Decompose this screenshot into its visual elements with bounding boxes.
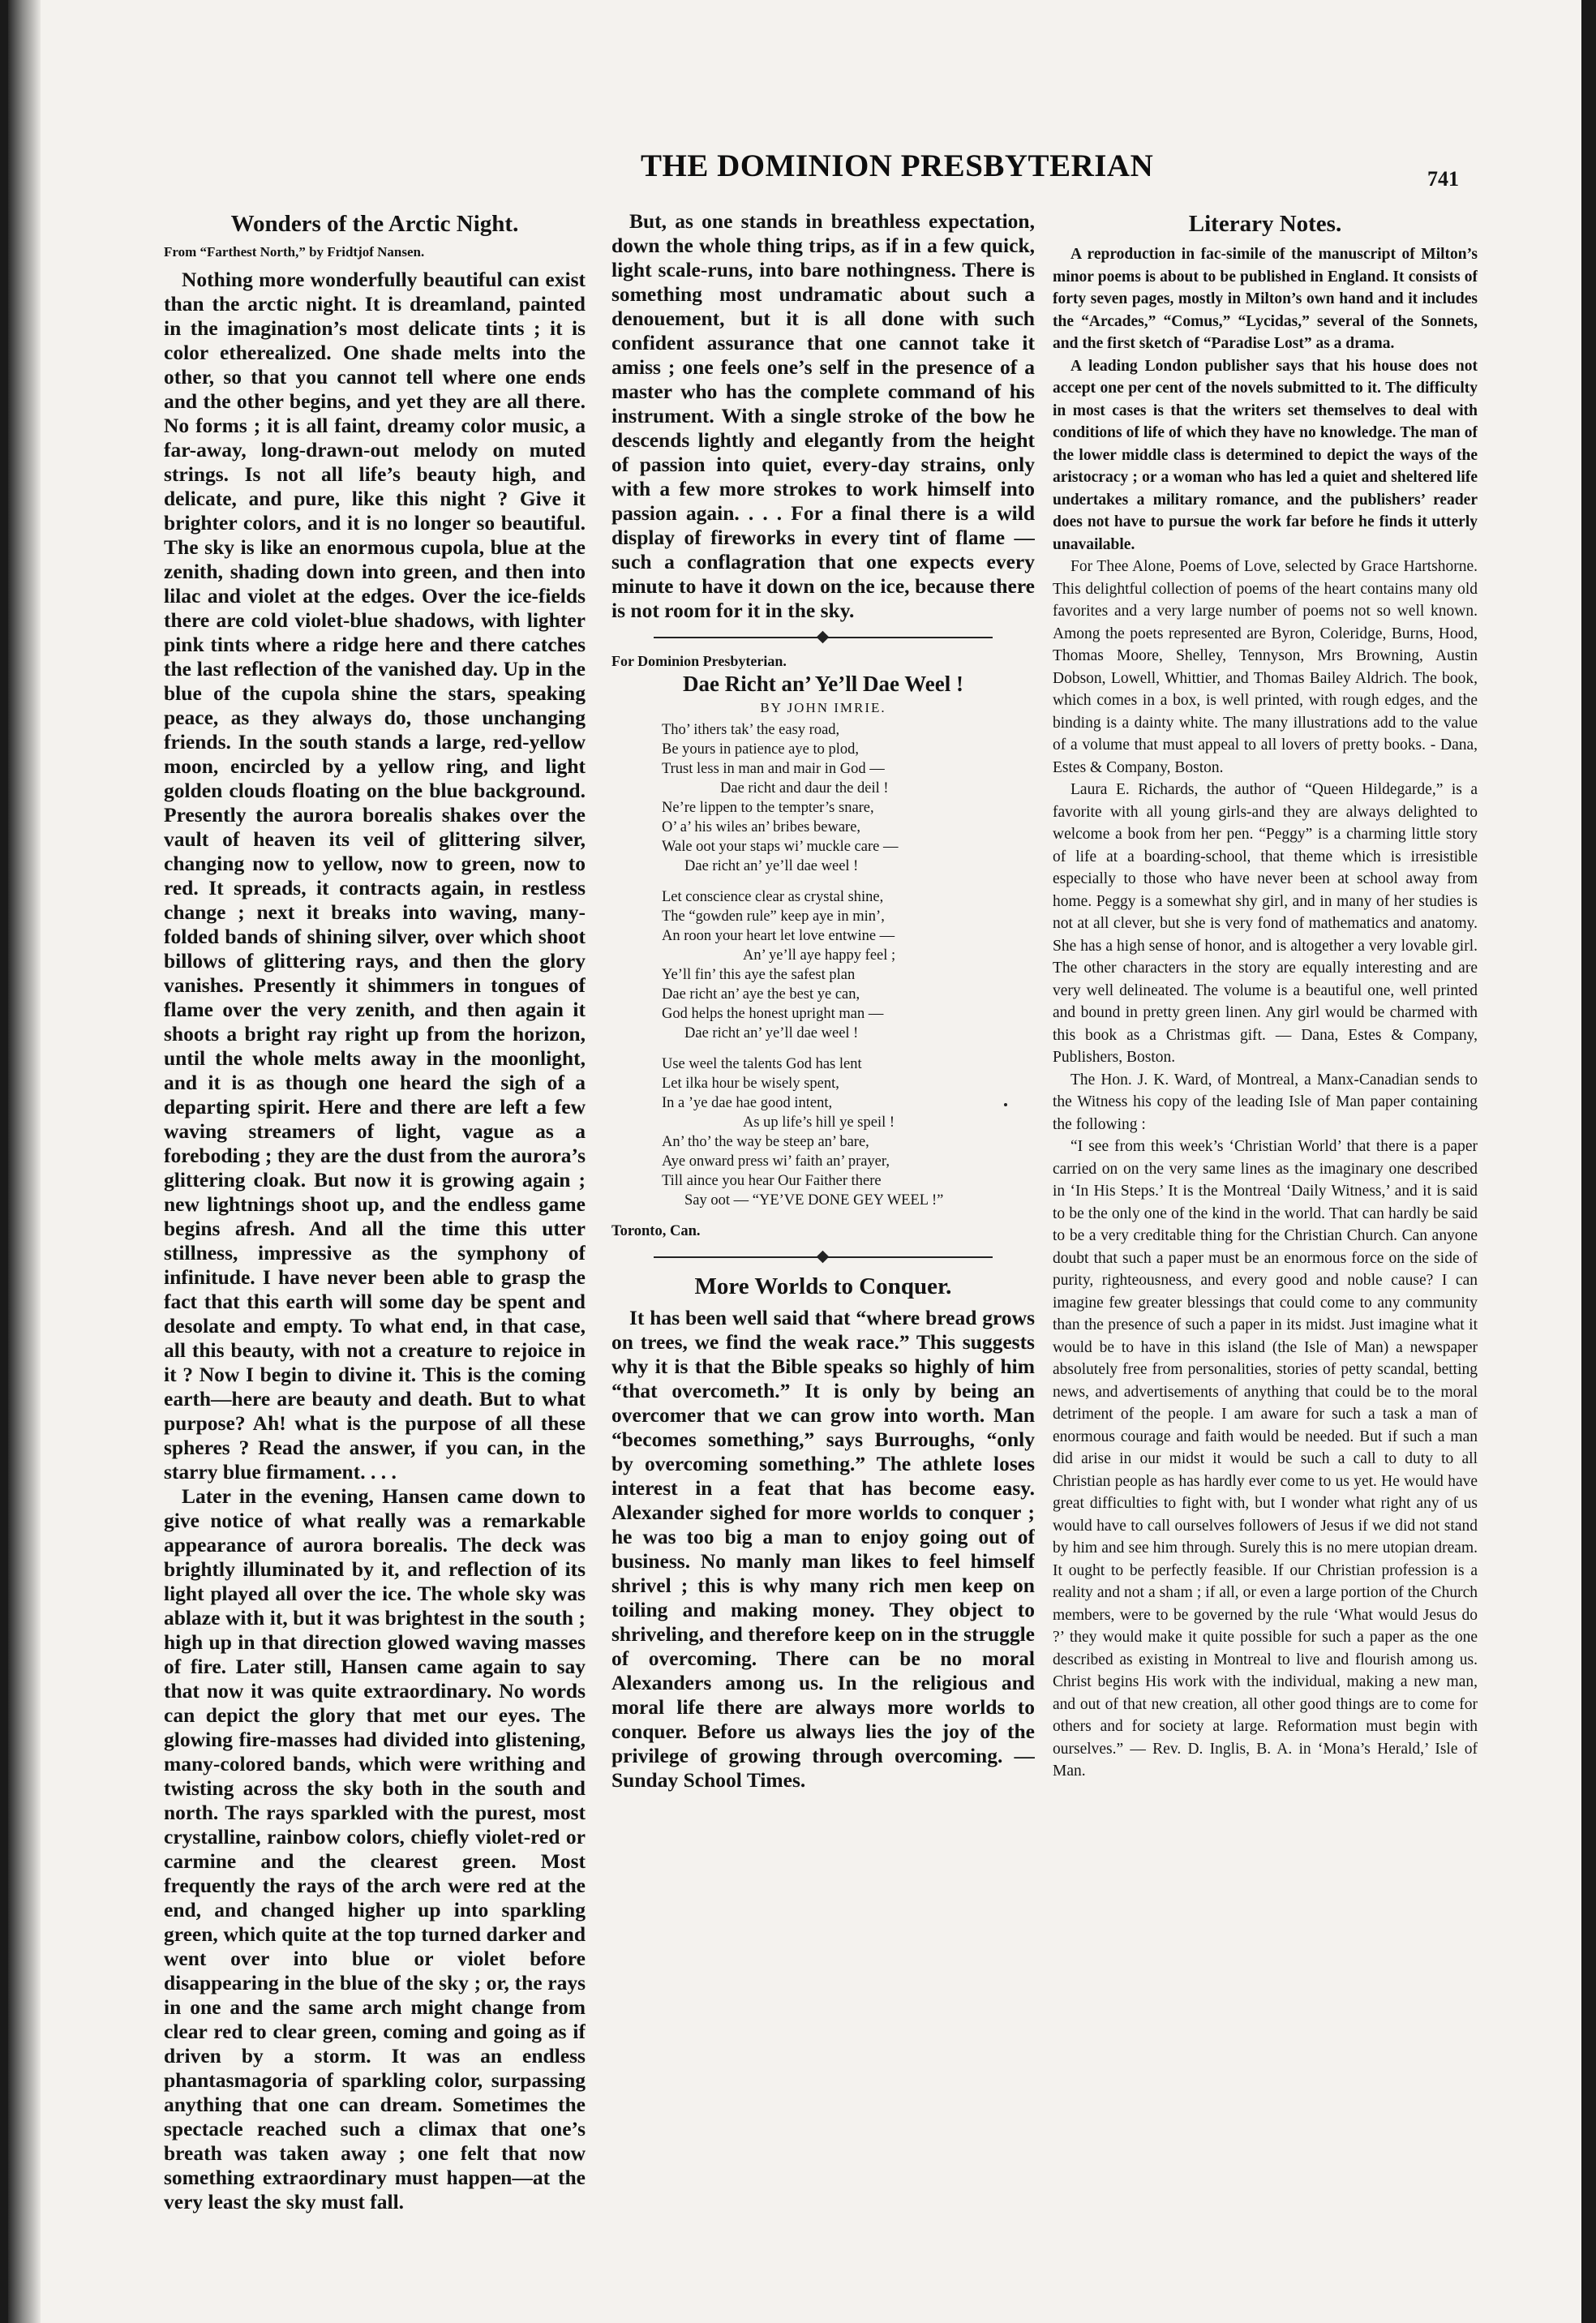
poem-dedication: For Dominion Presbyterian. xyxy=(611,653,787,669)
poem-stanza xyxy=(611,1054,1035,1210)
poem-line: Use weel the talents God has lent xyxy=(662,1056,862,1072)
poem-line: Be yours in patience aye to plod, xyxy=(662,741,860,758)
literary-paragraph-4: Laura E. Richards, the author of “Queen Hildegarde,” is a favorite with all young girls-and they are always delighted to welcome a book from her pen. “Peggy” is a charming little story of life at a boarding-school, that theme which is irresistible especially to those who have never been at school away from home. Peggy is a somewhat shy girl, and in many of her studies is not at all clever, but she is very fond of mathematics and anatomy. She has a high sense of honor, and is altogether a very lovable girl. The other characters in the story are equally interesting and are very well delineated. The volume is a beautiful one, well printed and bound in pretty green linen. Any girl would be charmed with this book as a Christmas gift. — Dana, Estes & Company, Publishers, Boston. xyxy=(1053,781,1478,1066)
poem-line: Dae richt an’ ye’ll dae weel ! xyxy=(684,1025,859,1041)
poem-line: Dae richt and daur the deil ! xyxy=(720,780,889,797)
masthead: THE DOMINION PRESBYTERIAN xyxy=(641,148,1154,183)
literary-notes-body xyxy=(1053,243,1478,1783)
literary-paragraph-5: The Hon. J. K. Ward, of Montreal, a Manx-Canadian sends to the Witness his copy of the leading Isle of Man paper containing the following : xyxy=(1053,1071,1478,1133)
poem-line: Say oot — “YE’VE DONE GEY WEEL !” xyxy=(684,1192,944,1209)
arctic-paragraph-2: Later in the evening, Hansen came down to give notice of what really was a remarkable appearance of aurora borealis. The deck was brightly illuminated by it, and reflection of its light played all over the ice. The whole sky was ablaze with it, but it was brightest in the south ; high up in that direction glowed waving masses of fire. Later still, Hansen came again to say that now it was quite extraordinary. No words can depict the glory that met our eyes. The glowing fire-masses had divided into glistening, many-colored bands, which were writhing and twisting across the sky both in the south and north. The rays sparkled with the purest, most crystalline, rainbow colors, chiefly violet-red or carmine and the clearest green. Most frequently the rays of the arch were red at the end, and changed higher up into sparkling green, which quite at the top turned darker and went over into blue or violet before disappearing in the blue of the sky ; or, the rays in one and the same arch might change from clear red to clear green, coming and going as if driven by a storm. It was an endless phantasmagoria of sparkling color, surpassing anything that one can dream. Sometimes the spectacle reached such a climax that one’s breath was taken away ; one felt that now something extraordinary must happen—at the very least the sky must fall. xyxy=(164,1484,586,2214)
poem-line: An’ tho’ the way be steep an’ bare, xyxy=(662,1134,869,1150)
poem-line: Dae richt an’ aye the best ye can, xyxy=(662,986,860,1003)
poem-stanza xyxy=(611,887,1035,1043)
literary-paragraph-1: A reproduction in fac-simile of the manuscript of Milton’s minor poems is about to be published in England. It consists of forty seven pages, mostly in Milton’s own hand and it includes the “Arcades,” “Comus,” “Lycidas,” several of the Sonnets, and the first sketch of “Paradise Lost” as a drama. xyxy=(1053,246,1478,352)
poem-line: O’ a’ his wiles an’ bribes beware, xyxy=(662,819,861,835)
page-number: 741 xyxy=(1427,167,1459,191)
poem-line: An roon your heart let love entwine — xyxy=(662,928,895,944)
poem-line: Till aince you hear Our Faither there xyxy=(662,1173,882,1189)
section-divider xyxy=(611,629,1035,646)
literary-paragraph-6: “I see from this week’s ‘Christian World’ that there is a paper carried on on the very same lines as the imaginary one described in ‘In His Steps.’ It is the Montreal ‘Daily Witness,’ and it is said to be the only one of the kind in the world. That can hardly be said to be a very creditable thing for the Christian Church. Can anyone doubt that such a paper must be an enormous force on the side of purity, righteousness, and every good and noble cause? I can imagine few greater blessings that could come to any community than the presence of such a paper in its midst. Just imagine what it would be to have in this island (the Isle of Man) a newspaper absolutely free from personalities, stories of petty scandal, betting news, and advertisements of anything that could be to the moral detriment of the people. I am aware for such a task a man of enormous courage and faith would be needed. But if such a man did arise in our midst it would be such a call to duty to all Christian people as has hardly ever come to us yet. He would have great difficulties to fight with, but I wonder what right any of us would have to call ourselves followers of Jesus if we did not stand by him and see him through. Surely this is no mere utopian dream. It ought to be perfectly feasible. If our Christian profession is a reality and not a sham ; if all, or even a large portion of the Church members, were to be governed by the rule ‘What would Jesus do ?’ they would make it quite possible for such a paper as the one described as existing in Montreal to live and flourish among us. Christ begins His work with the individual, making a new man, and out of that new creation, all other good things are to come for others and for society at large. Reformation must begin with ourselves.” — Rev. D. Inglis, B. A. in ‘Mona’s Herald,’ Isle of Man. xyxy=(1053,1138,1478,1780)
worlds-article-title: More Worlds to Conquer. xyxy=(694,1273,952,1299)
poem-stanza xyxy=(611,720,1035,876)
poem-line: Tho’ ithers tak’ the easy road, xyxy=(662,722,840,738)
poem-title: Dae Richt an’ Ye’ll Dae Weel ! xyxy=(683,672,963,696)
arctic-article-byline: From “Farthest North,” by Fridtjof Nansen. xyxy=(164,244,425,260)
column-right xyxy=(1053,209,1478,1783)
arctic-article-body xyxy=(164,268,586,2214)
poem-place: Toronto, Can. xyxy=(611,1223,701,1239)
divider-diamond-icon xyxy=(817,631,830,644)
poem-line: Ne’re lippen to the tempter’s snare, xyxy=(662,800,874,816)
poem-line: Trust less in man and mair in God — xyxy=(662,761,885,777)
poem-stanzas xyxy=(611,720,1035,1210)
arctic-paragraph-1: Nothing more wonderfully beautiful can exist than the arctic night. It is dreamland, painted in the imagination’s most delicate tints ; it is color etherealized. One shade melts into the other, so that you cannot tell where one ends and the other begins, and yet they are all there. No forms ; it is all faint, dreamy color music, a far-away, long-drawn-out melody on muted strings. Is not all life’s beauty high, and delicate, and pure, like this night ? Give it brighter colors, and it is no longer so beautiful. The sky is like an enormous cupola, blue at the zenith, shading down into green, and then into lilac and violet at the edges. Over the ice-fields there are cold violet-blue shadows, with lighter pink tints where a ridge here and there catches the last reflection of the vanished day. Up in the blue of the cupola shine the stars, speaking peace, as they always do, those unchanging friends. In the south stands a large, red-yellow moon, encircled by a yellow ring, and light golden clouds floating on the blue background. Presently the aurora borealis shakes over the vault of heaven its veil of glittering silver, changing now to yellow, now to green, now to red. It spreads, it contracts again, in restless change ; next it breaks into waving, many-folded bands of shining silver, over which shoot billows of glittering rays, and then the glory vanishes. Presently it shimmers in tongues of flame over the very zenith, and then again it shoots a bright ray right up from the horizon, until the whole melts away in the moonlight, and it is as though one heard the sigh of a departing spirit. Here and there are left a few waving streamers of light, vague as a foreboding ; they are the dust from the aurora’s glittering cloak. But now it is growing again ; new lightnings shoot up, and the endless game begins afresh. And all the time this utter stillness, impressive as the symphony of infinitude. I have never been able to grasp the fact that this earth will some day be spent and desolate and empty. To what end, in that case, all this beauty, with not a creature to rejoice in it ? Now I begin to divine it. This is the coming earth—here are beauty and death. But to what purpose? Ah! what is the purpose of all these spheres ? Read the answer, if you can, in the starry blue firmament. . . . xyxy=(164,268,586,1484)
poem-line: Let ilka hour be wisely spent, xyxy=(662,1076,839,1092)
poem-line: Aye onward press wi’ faith an’ prayer, xyxy=(662,1153,890,1170)
scan-edge-shadow xyxy=(8,0,41,2323)
poem-line: Wale oot your staps wi’ muckle care — xyxy=(662,839,899,855)
arctic-article-title: Wonders of the Arctic Night. xyxy=(230,211,519,237)
poem-line: Let conscience clear as crystal shine, xyxy=(662,889,884,905)
poem-line: An’ ye’ll aye happy feel ; xyxy=(743,947,896,964)
divider-diamond-icon xyxy=(817,1251,830,1264)
poem-line: In a ’ye dae hae good intent, xyxy=(662,1095,833,1111)
poem-line: God helps the honest upright man — xyxy=(662,1006,884,1022)
literary-notes-title: Literary Notes. xyxy=(1188,211,1342,237)
worlds-paragraph: It has been well said that “where bread grows on trees, we find the weak race.” This suggests why it is that the Bible speaks so highly of him “that overcometh.” It is only by being an overcomer that we can grow into worth. Man “becomes something,” says Burroughs, “only by overcoming something.” The athlete loses interest in a feat that has become easy. Alexander sighed for more worlds to conquer ; he was too big a man to enjoy going out of business. No manly man likes to feel himself shrivel ; this is why many rich men keep on toiling and making money. They object to shriveling, and therefore keep on in the struggle of overcoming. There can be no moral Alexanders among us. In the religious and moral life there are always more worlds to conquer. Before us always lies the joy of the privilege of growing through overcoming. — Sunday School Times. xyxy=(611,1306,1035,1792)
worlds-article-body xyxy=(611,1306,1035,1793)
literary-paragraph-2: A leading London publisher says that his house does not accept one per cent of the novels submitted to it. The difficulty in most cases is that the writers set themselves to deal with conditions of life of which they have no knowledge. The man of the lower middle class is determined to depict the ways of the aristocracy ; or a woman who has led a quiet and sheltered life undertakes a military romance, and the publishers’ reader does not have to pursue the work far before he finds it utterly unavailable. xyxy=(1053,357,1478,553)
column-middle xyxy=(611,209,1035,1793)
poem-line: The “gowden rule” keep aye in min’, xyxy=(662,908,885,925)
newspaper-page xyxy=(8,0,1581,2323)
poem-line: Ye’ll fin’ this aye the safest plan xyxy=(662,967,856,983)
poem-author: BY JOHN IMRIE. xyxy=(760,700,886,715)
column-left xyxy=(164,209,586,2214)
arctic-paragraph-3: But, as one stands in breathless expectation, down the whole thing trips, as if in a few quick, light scale-runs, into bare nothingness. There is something most undramatic about such a denouement, but it is all done with such confident assurance that one cannot take it amiss ; one feels one’s self in the presence of a master who has the complete command of his instrument. With a single stroke of the bow he descends lightly and elegantly from the height of passion into quiet, every-day strains, only with a few more strokes to work himself into passion again. . . . For a final there is a wild display of fireworks in every tint of flame —such a conflagration that one expects every minute to have it down on the ice, because there is not room for it in the sky. xyxy=(611,209,1035,622)
print-speck xyxy=(1004,1103,1007,1106)
literary-paragraph-3: For Thee Alone, Poems of Love, selected by Grace Hartshorne. This delightful collection of poems of the heart contains many old favorites and a very large number of poems not so well known. Among the poets represented are Byron, Coleridge, Burns, Hood, Thomas Moore, Shelley, Tennyson, Mrs Browning, Austin Dobson, Lowell, Whittier, and Thomas Bailey Aldrich. The book, which comes in a box, is well printed, with rough edges, and the binding is a dainty white. The many illustrations add to the value of a volume that must appeal to all lovers of pretty books. - Dana, Estes & Company, Boston. xyxy=(1053,558,1478,776)
section-divider xyxy=(611,1249,1035,1265)
arctic-article-continued xyxy=(611,209,1035,623)
poem-line: Dae richt an’ ye’ll dae weel ! xyxy=(684,858,859,874)
poem-line: As up life’s hill ye speil ! xyxy=(743,1114,895,1131)
